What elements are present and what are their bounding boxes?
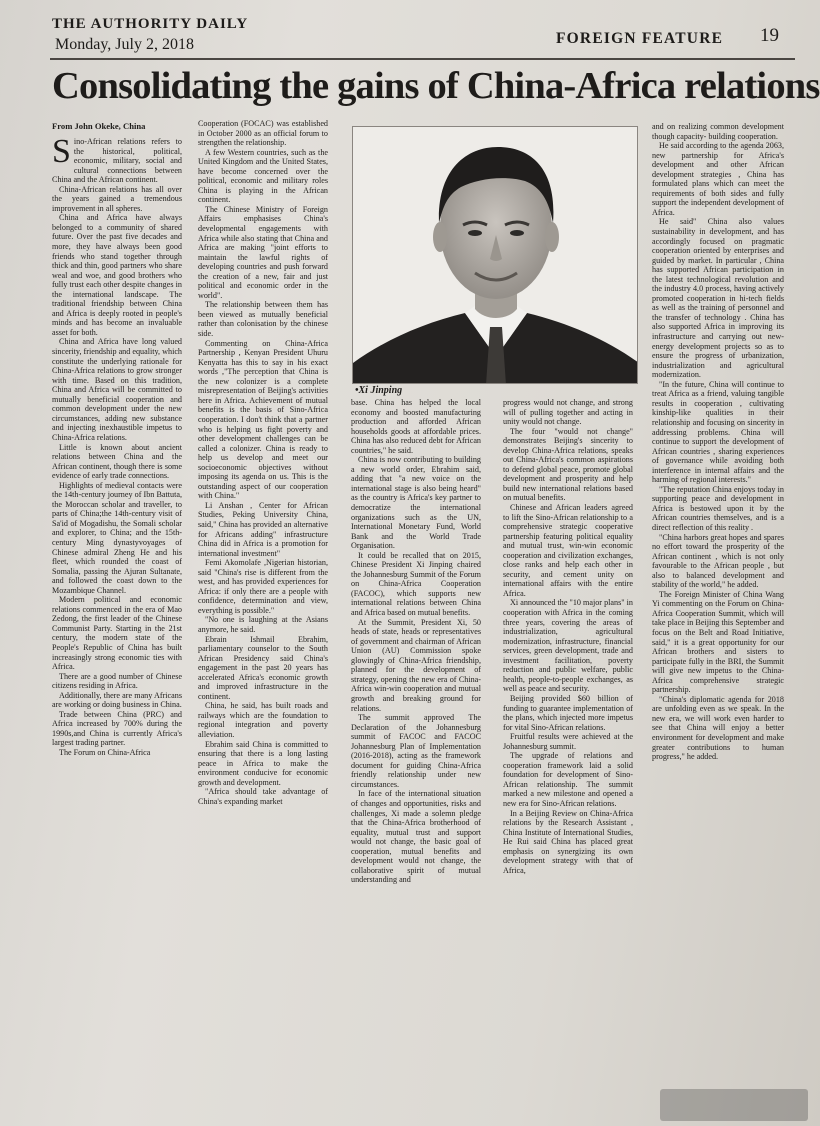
paragraph: The summit approved The Declaration of the Johannesburg summit of FACOC and FACOC Johannesburg Plan of Implementation (2016-2018), acting as the framework document for guiding China-Africa friendly relationship under new circumstances. [351,713,481,789]
headline: Consolidating the gains of China-Africa relations [52,65,820,107]
paragraph: In face of the international situation of changes and opportunities, risks and challenges, Xi made a solemn pledge that the China-Africa brotherhood of equality, mutual trust and support would not change, the basic goal of cooperation, mutual benefits and development would not change, the collaborative spirit of mutual understanding and [351,789,481,885]
paragraph [52,137,182,185]
paragraph: "China harbors great hopes and spares no effort toward the prosperity of the African continent , which is not only favourable to the African people , but also to balanced development and stability of the world," he added. [652,532,784,590]
paragraph: Ebrain Ishmail Ebrahim, parliamentary counselor to the South African Presidency said China's engagement in the past 20 years has accelerated Africa's economic growth and improved infrastructure in the continent. [198,634,328,701]
paragraph: Xi announced the "10 major plans" in cooperation with Africa in the coming three years, covering the areas of industrialization, agricultural modernization, infrastructure, financial services, green development, trade and investment facilitation, poverty reduction and public welfare, public health, people-to-people exchanges, as well as peace and security. [503,598,633,694]
drop-cap: S [52,137,71,170]
portrait-illustration [353,127,638,384]
photo-caption: •Xi Jinping [355,385,403,396]
paragraph: Highlights of medieval contacts were the 14th-century journey of Ibn Battuta, the Moroccan scholar and traveller, to parts of China;the 14th-century visit of Sa'id of Mogadishu, the Somali scholar and explorer, to China; and the 15th-century Ming dynastyvoyages of Chinese admiral Zheng He and his fleet, which rounded the coast of Somalia, passing the Ajuran Sultanate, and followed the coast down to the Mozambique Channel. [52,480,182,595]
paragraph: Ebrahim said China is committed to ensuring that there is a long lasting peace in Africa to make the environment conducive for economic growth and development. [198,739,328,787]
paragraph: progress would not change, and strong will of pulling together and acting in unity would not change. [503,398,633,427]
paragraph: It could be recalled that on 2015, Chinese President Xi Jinping chaired the Johannesburg Summit of the Forum on China-Africa Cooperation (FACOC), which supports new international relations between China and Africa based on mutual benefits. [351,550,481,618]
masthead-title: THE AUTHORITY DAILY [52,16,249,32]
paragraph: "In the future, China will continue to treat Africa as a friend, valuing tangible results in cooperation , cultivating kinship-like qualities in their relationship and focusing on sincerity in addressing problems. China will continue to support the development of African countries , sharing experiences of governance while avoiding both interference in internal affairs and the harming of regional interests." [652,379,784,485]
paragraph: There are a good number of Chinese citizens residing in Africa. [52,671,182,691]
paragraph: The Foreign Minister of China Wang Yi commenting on the Forum on China-Africa Cooperation Summit, which will take place in Beijing this September and focus on the Belt and Road Initiative, said," it is a great opportunity for our African brothers and sisters to participate fully in the BRI, the Summit will give new impetus to the China-Africa comprehensive strategic partnership. [652,589,784,695]
portrait-photo [352,126,638,384]
paragraph: Additionally, there are many Africans are working or doing business in China. [52,690,182,710]
paragraph: The Chinese Ministry of Foreign Affairs emphasises China's developmental engagements with Africa while also stating that China and Africa are making "joint efforts to maintain the lawful rights of developing countries and push forward the creation of a new, fair and just political and economic order in the world". [198,204,328,300]
paragraph: China and Africa have long valued sincerity, friendship and equality, which constitute the underlying rationale for China-Africa relations to grow stronger with time. Based on this tradition, China and Africa will be committed to mutually beneficial cooperation and common development under the new circumstances, adding new substance and injecting inexhaustible impetus to China-Africa relations. [52,337,182,442]
publication-date: Monday, July 2, 2018 [55,36,194,53]
paragraph: China and Africa have always belonged to a community of shared future. Over the past five decades and more, they have always been good friends who stand together through thick and thin, good partners who share weal and woe, and good brothers who fully trust each other despite changes in the international landscape. The traditional friendship between China and Africa is deeply rooted in people's minds and has become an invaluable asset for both. [52,213,182,337]
paragraph: Commenting on China-Africa Partnership , Kenyan President Uhuru Kenyatta has this to say in his exact words ,"The perception that China is the new colonizer is a complete misrepresentation of Beijing's activities here in Africa. Achievement of mutual benefits is the basis of Sino-Africa cooperation. I don't think that a partner who is helping us fight poverty and other development challenges can be called a colonizer. China is ready to help us develop and meet our socioeconomic objectives without imposing its agenda on us. This is the outstanding aspect of our cooperation with China." [198,338,328,501]
paragraph: Fruitful results were achieved at the Johannesburg summit. [503,732,633,751]
paragraph: At the Summit, President Xi, 50 heads of state, heads or representatives of government and chairman of African Union (AU) Commission spoke glowingly of China-Africa friendship, planned for the development of strategy, opening the new era of China-Africa win-win cooperation and mutual growth and breaking ground for relations. [351,617,481,713]
paragraph: "The reputation China enjoys today in supporting peace and development in Africa is bestowed upon it by the African countries themselves, and is a direct reflection of this reality . [652,484,784,532]
paragraph: The Forum on China-Africa [59,748,151,757]
page-number: 19 [760,25,779,46]
byline: From John Okeke, China [52,121,146,131]
article-column-3 [351,398,481,1118]
header-rule [50,58,795,60]
paragraph: The four "would not change" demonstrates Beijing's sincerity to develop China-Africa relations, speaks out China-Africa's common aspirations to defend global peace, promote global development and prosperity and help build new international relations based on mutual benefits. [503,426,633,503]
paragraph: "Africa should take advantage of China's expanding market [198,787,328,806]
section-label: FOREIGN FEATURE [556,30,724,47]
watermark-overlay [660,1089,808,1121]
paragraph-text: ino-African relations refers to the historical, political, economic, military, social and cultural connections between China and the African continent. [52,137,182,185]
paragraph: He said according to the agenda 2063, new partnership for Africa's development and other African development strategies , China has formulated plans which can meet the requirements of both sides and fully support the independent development of Africa. [652,141,784,217]
article-column-5 [652,122,784,1121]
paragraph: The upgrade of relations and cooperation framework laid a solid foundation for development of Sino-African relationship. The summit marked a new milestone and opened a new era for Sino-African relations. [503,751,633,808]
paragraph: Beijing provided $60 billion of funding to guarantee implementation of the plans, which injected more impetus for vital Sino-African relations. [503,693,633,732]
paragraph: base. China has helped the local economy and boosted manufacturing production and afforded African households goods at affordable prices. China has also reduced debt for African countries," he said. [351,398,481,455]
paragraph: Li Anshan , Center for African Studies, Peking University China, said," China has provided an alternative for Africans adding" infrastructure China did in Africa is a promotion for international investment" [198,500,328,558]
paragraph: Femi Akomolafe ,Nigerian historian, said "China's rise is different from the west, and has provided experiences for Africa: if only there are a people with confidence, determination and view, everything is possible." [198,558,328,615]
paragraph: Trade between China (PRC) and Africa increased by 700% during the 1990s,and China is currently Africa's largest trading partner. [52,709,182,748]
paragraph: China, he said, has built roads and railways which are the foundation to regional integration and poverty alleviation. [198,701,328,739]
paragraph: A few Western countries, such as the United Kingdom and the United States, have become concerned over the political, economic and military roles China is playing in the African continent. [198,147,328,205]
paragraph: He said" China also values sustainability in development, and has accordingly focused on pragmatic cooperation oriented by enterprises and guided by market. In particular , China has supported African participation in the latest technological revolution and the industry 4.0 process, having actively promoted cooperation in hi-tech fields as well as the training of personnel and the transfer of technology . China has also supported Africa in improving its infrastructure and carrying out new-energy development projects so as to ensure the progress of urbanization, industrialization and agricultural modernization. [652,217,784,380]
article-column-2 [198,119,328,1121]
paragraph: In a Beijing Review on China-Africa relations by the Research Assistant , China Institute of International Studies, He Rui said China has placed great emphasis on synergizing its own development strategy with that of Africa, [503,808,633,875]
paragraph: Little is known about ancient relations between China and the African continent, though there is some evidence of early trade connections. [52,442,182,481]
paragraph: Modern political and economic relations commenced in the era of Mao Zedong, the first leader of the Chinese Communist Party. Starting in the 21st century, the modern state of the People's Republic of China has built increasingly strong economic ties with Africa. [52,595,182,672]
paragraph: and on realizing common development though capacity- building cooperation. [652,122,784,141]
paragraph: China is now contributing to building a new world order, Ebrahim said, adding that "a new voice on the international stage is also being heard" as the country is Africa's key partner to democratize the international organizations such as the UN, International Monetary Fund, World Bank and the World Trade Organisation. [351,455,481,551]
paragraph: China-African relations has all over the years gained a tremendous improvement in all spheres. [52,184,182,213]
paragraph: The relationship between them has been viewed as mutually beneficial rather than colonisation by the chinese side. [198,300,328,339]
paragraph: "China's diplomatic agenda for 2018 are unfolding even as we speak. In the new era, we will work even harder to see that China will enjoy a better environment for development and make greater contributions to human progress," he added. [652,694,784,762]
article-column-1 [52,137,182,1121]
paragraph: Chinese and African leaders agreed to lift the Sino-African relationship to a comprehensive strategic cooperative partnership featuring political equality and mutual trust, win-win economic cooperation and civilization exchanges, close ranks and help each other in security, and cement unity on international affairs with the entire Africa. [503,503,633,598]
paragraph: Cooperation (FOCAC) was established in October 2000 as an official forum to strengthen the relationship. [198,119,328,148]
article-column-4 [503,398,633,1118]
paragraph: "No one is laughing at the Asians anymore, he said. [198,615,328,634]
